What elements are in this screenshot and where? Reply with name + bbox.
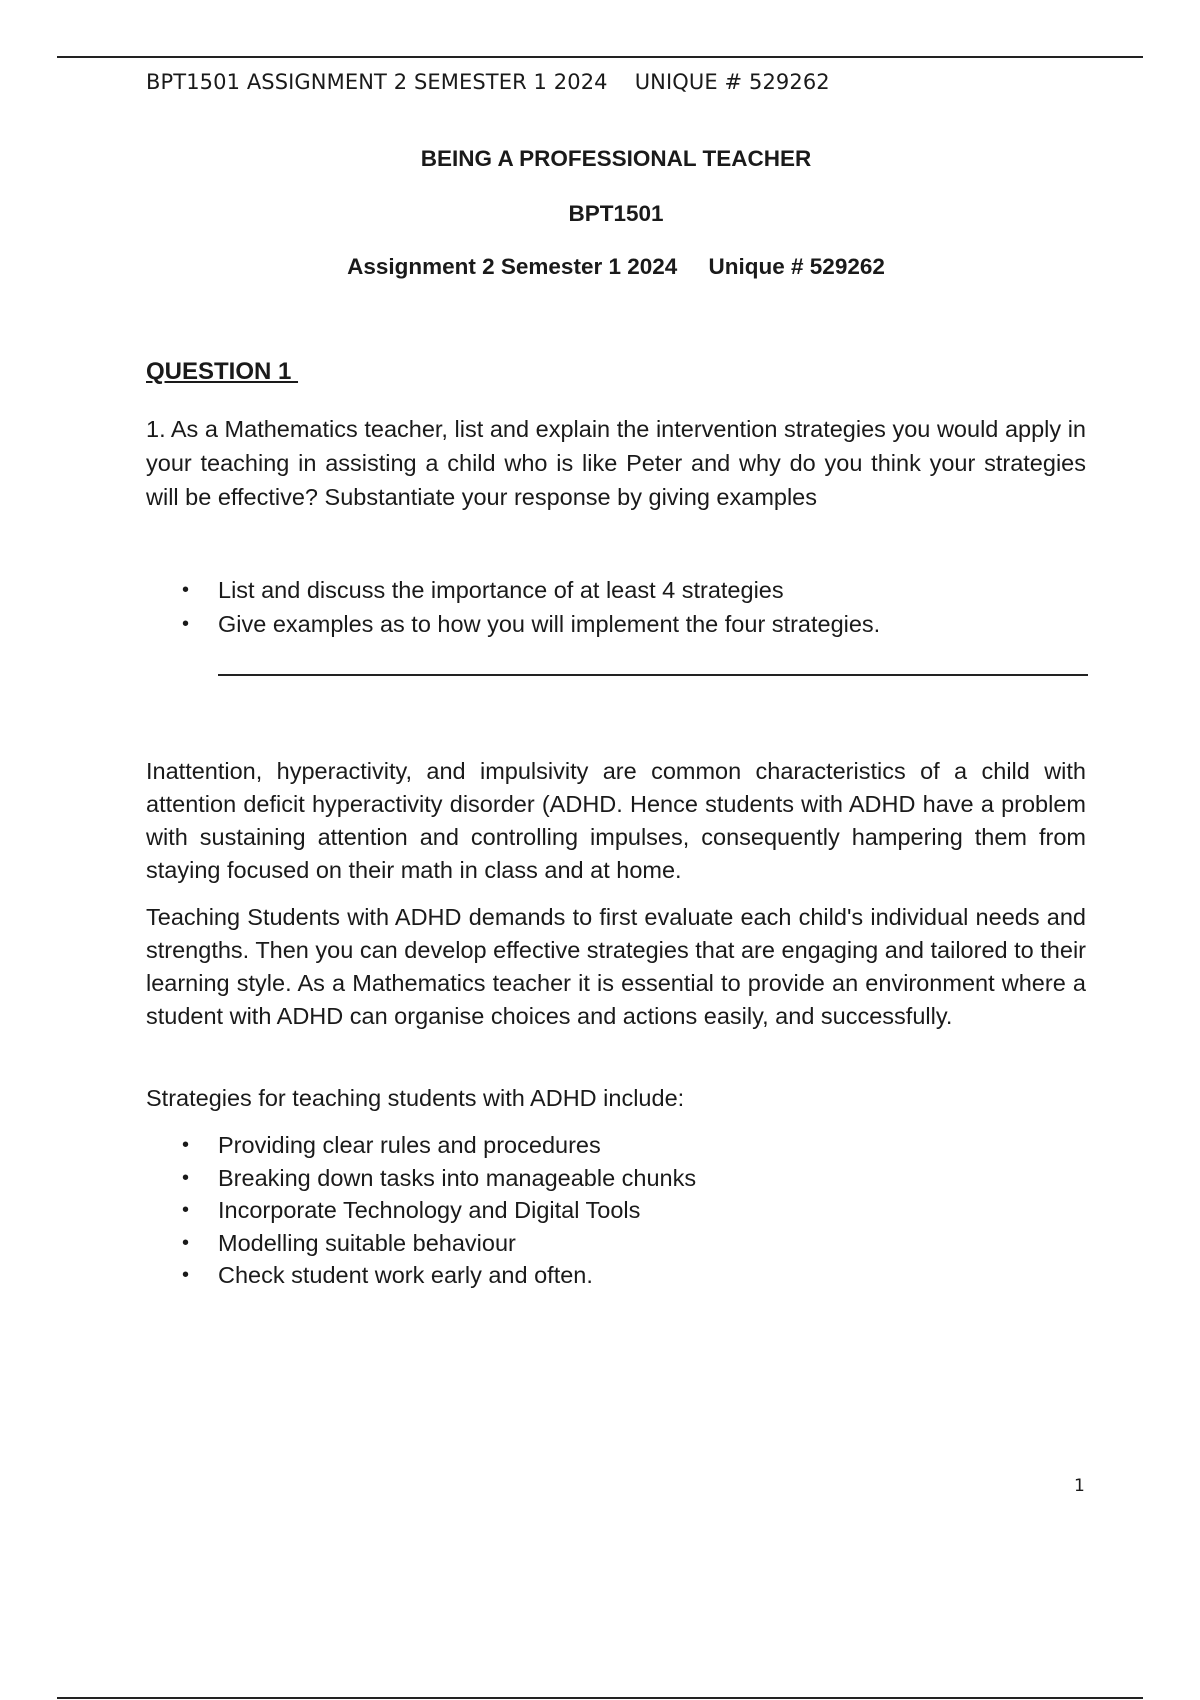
strategy-text: Check student work early and often. [218,1262,593,1288]
strategy-text: Modelling suitable behaviour [218,1229,516,1256]
answer-divider [218,674,1088,676]
bullet-text: Give examples as to how you will implement the four strategies. [218,611,881,637]
header-rule [57,56,1143,58]
strategy-text: Providing clear rules and procedures [218,1132,601,1158]
question-bullet-list [180,573,1086,641]
footer-rule [57,1697,1143,1699]
strategies-list [180,1129,1086,1292]
strategy-text: Incorporate Technology and Digital Tools [218,1197,641,1223]
course-code: BPT1501 [568,201,664,226]
question-heading: QUESTION 1 [146,358,299,385]
list-item [180,1227,1086,1260]
assignment-subtitle: Assignment 2 Semester 1 2024 Unique # 529262 [347,254,885,279]
bullet-icon: • [182,579,190,601]
answer-paragraph: Teaching Students with ADHD demands to first evaluate each child's individual needs and strengths. Then you can develop effective strategies that are engaging and tailored to their learning style. As a Mathematics teacher it is essential to provide an environment where a student with ADHD can organise choices and actions easily, and successfully. [146,904,1086,1029]
bullet-icon: • [182,1134,190,1156]
document-title: BEING A PROFESSIONAL TEACHER [420,146,812,171]
list-item [180,1129,1086,1162]
page-number: 1 [1074,1476,1085,1496]
list-item [180,573,1086,607]
bullet-icon: • [182,1166,190,1189]
bullet-icon: • [182,613,190,635]
answer-paragraph: Inattention, hyperactivity, and impulsivity are common characteristics of a child with attention deficit hyperactivity disorder (ADHD. Hence students with ADHD have a problem with sustaining attention and controlling impulses, consequently hampering them from staying focused on their math in class and at home. [146,758,1086,883]
question-text: 1. As a Mathematics teacher, list and explain the intervention strategies you would apply in your teaching in assisting a child who is like Peter and why do you think your strategies will be effective? Substantiate your response by giving examples [146,416,1086,510]
running-header: BPT1501 ASSIGNMENT 2 SEMESTER 1 2024 UNIQUE # 529262 [146,70,830,94]
bullet-text: List and discuss the importance of at least 4 strategies [218,577,784,603]
list-item [180,1259,1086,1292]
list-item [180,1162,1086,1195]
bullet-icon: • [182,1199,190,1221]
list-item [180,1194,1086,1227]
strategies-intro: Strategies for teaching students with ADHD include: [146,1085,685,1111]
bullet-icon: • [182,1264,190,1286]
strategy-text: Breaking down tasks into manageable chunks [218,1164,697,1191]
bullet-icon: • [182,1231,190,1254]
list-item [180,607,1086,641]
